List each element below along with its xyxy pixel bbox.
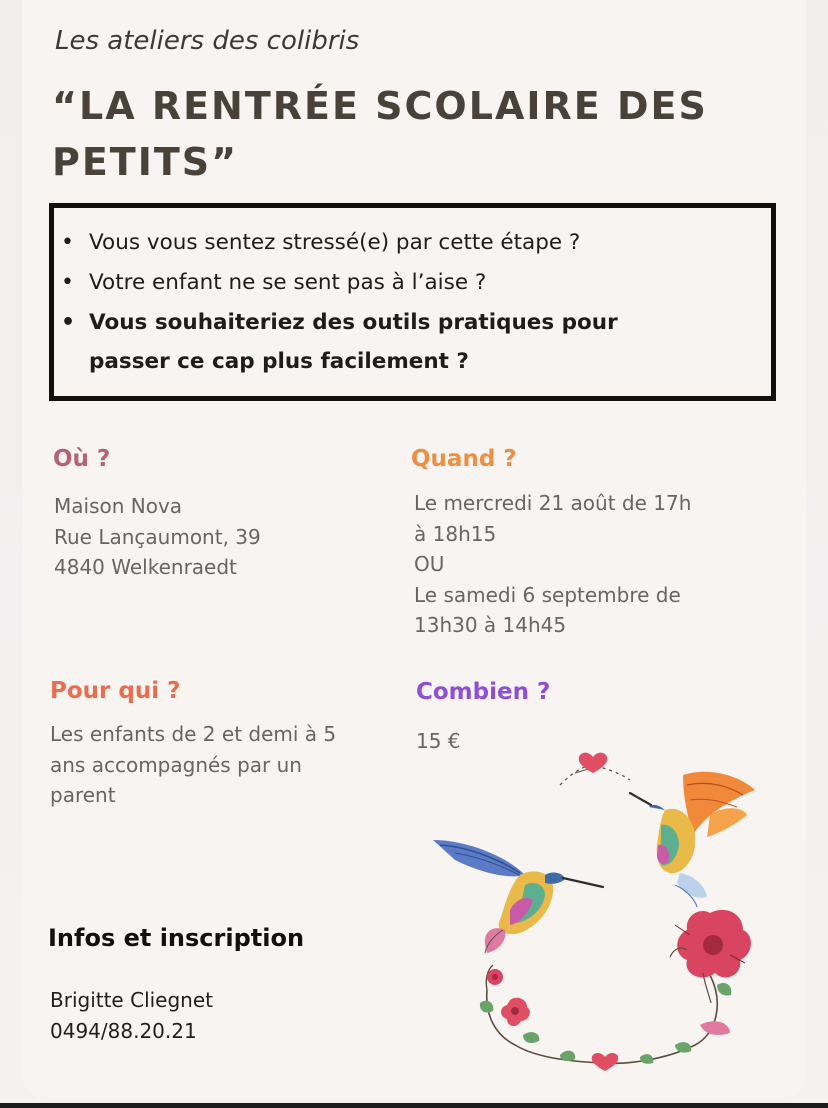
bullet-icon: • [61, 270, 74, 295]
when-line: Le mercredi 21 août de 17h [414, 491, 692, 515]
heart-icon [592, 1053, 619, 1071]
for-whom-heading: Pour qui ? [50, 678, 181, 704]
leaf-decoration [560, 1021, 730, 1063]
contact-phone: 0494/88.20.21 [50, 1018, 197, 1043]
question-text: Vous vous sentez stressé(e) par cette étape ? [89, 230, 581, 255]
question-text: Votre enfant ne se sent pas à l’aise ? [89, 270, 487, 295]
where-line: Maison Nova [54, 494, 183, 518]
for-whom-line: ans accompagnés par un [50, 752, 302, 777]
contact-details [50, 985, 213, 1046]
when-heading: Quand ? [411, 446, 517, 472]
bullet-icon: • [61, 230, 74, 255]
where-line: Rue Lançaumont, 39 [54, 524, 261, 549]
contact-heading: Infos et inscription [48, 924, 305, 952]
bottom-edge [0, 1103, 828, 1108]
flower-icon [480, 969, 539, 1043]
flower-icon [670, 910, 751, 1003]
when-line: Le samedi 6 septembre de [414, 582, 681, 607]
hummingbird-wreath-illustration [425, 745, 765, 1075]
price-heading: Combien ? [416, 679, 551, 705]
question-continuation: passer ce cap plus facilement ? [89, 349, 469, 374]
question-text: Vous souhaiteriez des outils pratiques pour [89, 310, 618, 335]
heart-icon [579, 753, 608, 773]
where-address [54, 491, 261, 583]
where-heading: Où ? [53, 446, 111, 472]
page-title: “LA RENTRÉE SCOLAIRE DES PETITS” [52, 84, 708, 184]
bullet-icon: • [61, 310, 76, 335]
when-line: à 18h15 [414, 521, 497, 546]
for-whom-line: Les enfants de 2 et demi à 5 [50, 722, 337, 746]
for-whom-line: parent [50, 783, 116, 807]
price-value: 15 € [416, 729, 461, 753]
workshop-subtitle: Les ateliers des colibris [55, 26, 360, 56]
where-line: 4840 Welkenraedt [54, 555, 237, 579]
when-details [414, 488, 691, 641]
contact-name: Brigitte Cliegnet [50, 988, 213, 1012]
for-whom-details [50, 719, 336, 811]
when-line: 13h30 à 14h45 [414, 613, 567, 637]
when-line: OU [414, 552, 445, 576]
hummingbird-icon [630, 772, 755, 907]
hummingbird-icon [433, 840, 603, 953]
questions-box [49, 203, 776, 401]
